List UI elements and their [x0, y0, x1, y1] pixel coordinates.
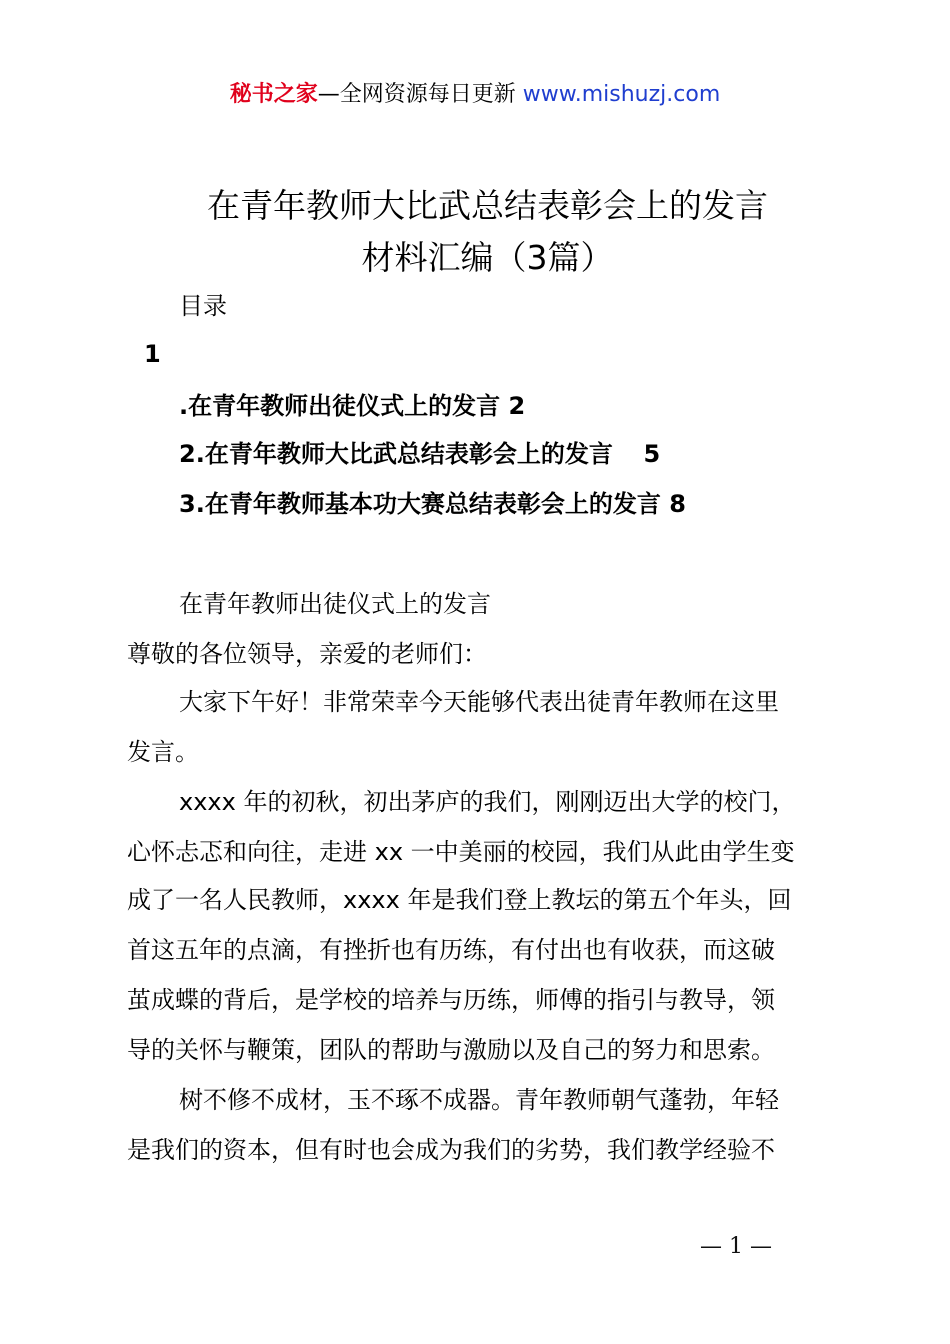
paragraph-line: 树不修不成材，玉不琢不成器。青年教师朝气蓬勃，年轻	[179, 1086, 779, 1114]
toc-item-page: 8	[669, 490, 686, 518]
brand-name: 秘书之家	[229, 82, 318, 107]
toc-item-1[interactable]	[179, 390, 525, 422]
paragraph-line: 是我们的资本，但有时也会成为我们的劣势，我们教学经验不	[127, 1136, 775, 1164]
toc-item-page: 2	[508, 392, 526, 420]
paragraph-line: 茧成蝶的背后，是学校的培养与历练，师傅的指引与教导，领	[127, 986, 775, 1014]
paragraph-line: 心怀忐忑和向往，走进 xx 一中美丽的校园，我们从此由学生变	[127, 838, 795, 866]
toc-item-page: 5	[643, 440, 661, 468]
article-heading: 在青年教师出徒仪式上的发言	[179, 590, 491, 618]
document-title-line-2: 材料汇编（3篇）	[361, 238, 614, 277]
toc-heading: 目录	[179, 292, 227, 320]
paragraph-line: 首这五年的点滴，有挫折也有历练，有付出也有收获，而这破	[127, 936, 775, 964]
article-salutation: 尊敬的各位领导，亲爱的老师们：	[127, 640, 487, 668]
paragraph-line: xxxx 年的初秋，初出茅庐的我们，刚刚迈出大学的校门，	[179, 788, 796, 816]
toc-item-3[interactable]	[179, 488, 686, 520]
header-slogan: —全网资源每日更新	[317, 82, 516, 107]
document-title-line-1: 在青年教师大比武总结表彰会上的发言	[207, 186, 768, 225]
page-number: — 1 —	[700, 1234, 772, 1259]
toc-item-2[interactable]	[179, 438, 660, 470]
site-header	[0, 80, 950, 110]
toc-item-label: .在青年教师出徒仪式上的发言	[179, 392, 501, 420]
site-url-link[interactable]: www.mishuzj.com	[522, 82, 721, 107]
paragraph-line: 发言。	[127, 738, 199, 766]
toc-number: 1	[144, 340, 161, 368]
toc-item-label: 3.在青年教师基本功大赛总结表彰会上的发言	[179, 490, 661, 518]
paragraph-line: 导的关怀与鞭策，团队的帮助与激励以及自己的努力和思索。	[127, 1036, 775, 1064]
paragraph-line: 成了一名人民教师，xxxx 年是我们登上教坛的第五个年头，回	[127, 886, 792, 914]
paragraph-line: 大家下午好！非常荣幸今天能够代表出徒青年教师在这里	[179, 688, 779, 716]
toc-item-label: 2.在青年教师大比武总结表彰会上的发言	[179, 440, 613, 468]
